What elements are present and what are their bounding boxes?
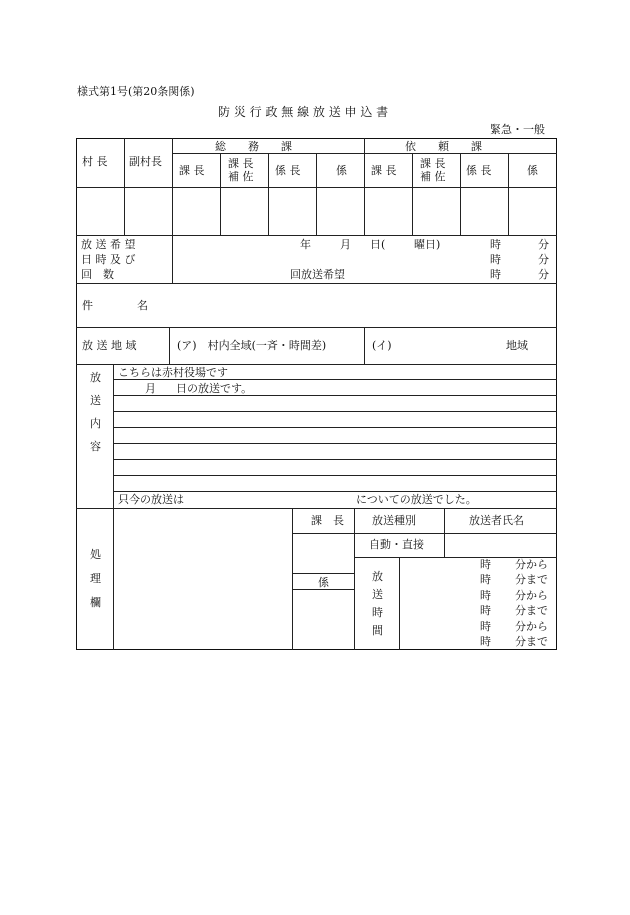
schedule-label-line1: 放 送 希 望 — [81, 238, 136, 251]
broadcast-area-label: 放 送 地 域 — [82, 339, 137, 352]
village-head-label: 村 長 — [82, 155, 108, 168]
schedule-label-line3: 回 数 — [81, 268, 114, 281]
irai-kakari-label: 係 — [527, 164, 538, 177]
irai-kacho-label: 課 長 — [371, 164, 397, 177]
day-label: 日( — [370, 238, 386, 251]
proc-kakari-label: 係 — [318, 576, 329, 589]
hour-label-2: 時 — [490, 253, 501, 266]
content-line-1: こちらは赤村役場です — [118, 366, 228, 379]
closing-right: についての放送でした。 — [356, 493, 477, 506]
soumu-kakari-label: 係 — [336, 164, 347, 177]
time-row-hour: 時 — [480, 604, 491, 617]
broadcaster-name-label: 放送者氏名 — [469, 514, 524, 527]
content-label-char: 送 — [90, 394, 101, 407]
month-label: 月 — [340, 238, 351, 251]
broadcast-type-label: 放送種別 — [372, 514, 416, 527]
priority-label: 緊急・一般 — [490, 123, 545, 136]
closing-left: 只今の放送は — [118, 493, 184, 506]
time-row-minute: 分まで — [515, 573, 548, 586]
area-option-a: (ア) 村内全域(一斉・時間差) — [177, 339, 327, 352]
time-row-minute: 分から — [515, 620, 548, 633]
time-label-char: 送 — [372, 588, 383, 601]
time-row-hour: 時 — [480, 635, 491, 648]
irai-kacho-hosa-label: 課 長 補 佐 — [420, 157, 446, 184]
irai-kakaricho-label: 係 長 — [466, 164, 492, 177]
times-wish-label: 回放送希望 — [290, 268, 345, 281]
time-row-minute: 分まで — [515, 635, 548, 648]
auto-direct-label: 自動・直接 — [369, 538, 424, 551]
general-affairs-section-label: 総 務 課 — [215, 140, 292, 153]
content-label-char: 容 — [90, 440, 101, 453]
time-label-char: 放 — [372, 570, 383, 583]
time-row-hour: 時 — [480, 558, 491, 571]
time-row-minute: 分から — [515, 558, 548, 571]
soumu-kacho-hosa-label: 課 長 補 佐 — [228, 157, 254, 184]
weekday-label: 曜日) — [414, 238, 441, 251]
year-label: 年 — [300, 238, 311, 251]
requesting-section-label: 依 頼 課 — [405, 140, 482, 153]
minute-label-2: 分 — [538, 253, 549, 266]
time-row-hour: 時 — [480, 620, 491, 633]
content-line-2-month: 月 — [145, 382, 156, 395]
time-row-hour: 時 — [480, 573, 491, 586]
schedule-label-line2: 日 時 及 び — [81, 253, 136, 266]
processing-label-char: 処 — [90, 548, 101, 561]
content-label-char: 内 — [90, 417, 101, 430]
hour-label-1: 時 — [490, 238, 501, 251]
processing-label-char: 欄 — [90, 596, 101, 609]
area-suffix: 地域 — [506, 339, 528, 352]
time-row-minute: 分から — [515, 589, 548, 602]
soumu-kacho-label: 課 長 — [179, 164, 205, 177]
time-label-char: 時 — [372, 606, 383, 619]
content-label-char: 放 — [90, 371, 101, 384]
deputy-village-head-label: 副村長 — [129, 155, 162, 168]
content-line-2-rest: 日の放送です。 — [176, 382, 253, 395]
area-option-i: (イ) — [372, 339, 392, 352]
minute-label-1: 分 — [538, 238, 549, 251]
soumu-kakaricho-label: 係 長 — [275, 164, 301, 177]
minute-label-3: 分 — [538, 268, 549, 281]
form-number-label: 様式第1号(第20条関係) — [77, 85, 195, 98]
time-row-minute: 分まで — [515, 604, 548, 617]
time-row-hour: 時 — [480, 589, 491, 602]
proc-kacho-label: 課 長 — [311, 514, 344, 527]
subject-label: 件 名 — [82, 299, 148, 312]
hour-label-3: 時 — [490, 268, 501, 281]
time-label-char: 間 — [372, 624, 383, 637]
processing-label-char: 理 — [90, 572, 101, 585]
form-title: 防 災 行 政 無 線 放 送 申 込 書 — [218, 105, 389, 119]
